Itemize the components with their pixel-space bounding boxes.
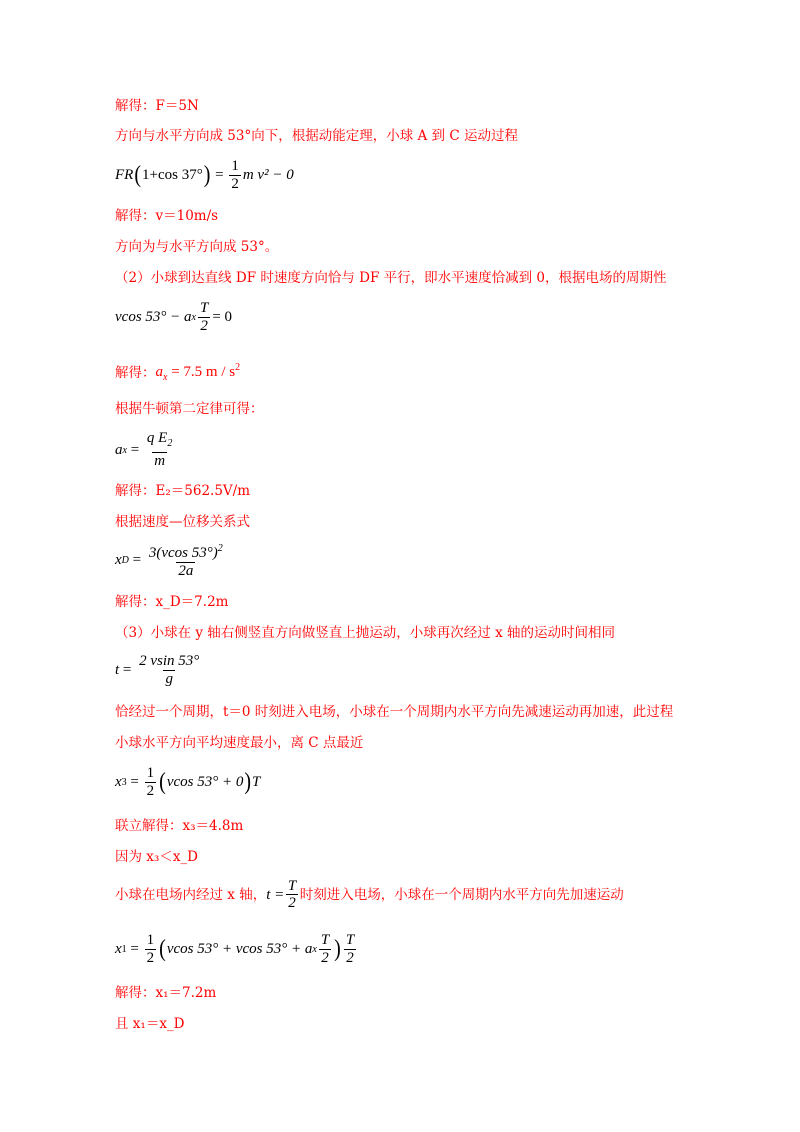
eq3-sup: 2 xyxy=(235,362,241,373)
line-solve-x1: 解得：x₁＝7.2m xyxy=(115,985,217,1001)
eq1-rhs: m v² − 0 xyxy=(242,167,294,183)
eq2-rhs: = 0 xyxy=(212,309,233,325)
eq6-var: t xyxy=(115,662,120,678)
line-min-average: 小球水平方向平均速度最小，离 C 点最近 xyxy=(115,735,364,751)
line-solve-x3: 联立解得：x₃＝4.8m xyxy=(115,818,244,834)
equation-x1: x 1 = $\frac{1}{2}$ ( vcos 53° + vcos 53° + a x $\frac{T}{2}$ ) $\frac{T}{2}$ xyxy=(115,932,355,966)
eq4-sub: x xyxy=(122,444,127,456)
eq7-var: x xyxy=(115,774,122,790)
line-direction-energy: 方向与水平方向成 53°向下，根据动能定理，小球 A 到 C 运动过程 xyxy=(115,128,518,144)
eq4-var: a xyxy=(115,441,123,458)
eq4-num-sub: 2 xyxy=(167,438,173,449)
eq6-den: g xyxy=(165,671,173,687)
eq8-inner: vcos 53° + vcos 53° + a xyxy=(166,941,313,957)
line-newton-second: 根据牛顿第二定律可得： xyxy=(115,401,264,417)
eq6-num: 2 vsin 53° xyxy=(139,653,200,669)
eq1-inner: 1+cos 37° xyxy=(142,167,203,183)
eq7-frac-num: 1 xyxy=(146,765,155,781)
equation-xd: x D = $\frac{3(vcos 53^\circ)^2}{2a}$ xyxy=(115,543,223,579)
line-cross-x-axis xyxy=(115,878,624,911)
eq1-frac-den: 2 xyxy=(231,176,239,192)
line-part3-intro: （3）小球在 y 轴右侧竖直方向做竖直上抛运动，小球再次经过 x 轴的运动时间相同 xyxy=(115,625,615,641)
eq7-tail: T xyxy=(252,774,261,790)
eq2-sub: x xyxy=(191,312,196,323)
eq8-frac-num: 1 xyxy=(146,932,155,948)
eq8-inner-sub: x xyxy=(312,944,317,955)
eq8-tail-den: 2 xyxy=(346,950,354,966)
eq2-frac-den: 2 xyxy=(200,318,208,334)
cross-x-axis-a: 小球在电场内经过 x 轴， xyxy=(115,886,267,903)
line-part2-intro: （2）小球到达直线 DF 时速度方向恰与 DF 平行，即水平速度恰减到 0，根据电场的周期性 xyxy=(115,270,667,286)
line-one-period: 恰经过一个周期，t＝0 时刻进入电场，小球在一个周期内水平方向先减速运动再加速，此过程 xyxy=(115,704,674,720)
inline-frac-den: 2 xyxy=(288,895,296,911)
equation-time: t = $\frac{2 vsin 53^\circ}{g}$ xyxy=(115,653,200,687)
eq3-sub: x xyxy=(163,372,168,383)
eq4-num: q E xyxy=(146,430,168,446)
eq8-inner-frac-num: T xyxy=(320,932,330,948)
eq7-frac-den: 2 xyxy=(146,783,155,799)
line-solve-ax xyxy=(115,360,240,386)
eq8-inner-frac-den: 2 xyxy=(321,950,329,966)
eq8-sub: 1 xyxy=(121,944,127,955)
line-velocity-displacement: 根据速度—位移关系式 xyxy=(115,514,250,530)
eq5-sub: D xyxy=(121,554,129,566)
eq5-var: x xyxy=(115,551,122,568)
eq2-frac-num: T xyxy=(199,300,209,316)
eq2-lhs: vcos 53° − a xyxy=(115,309,192,325)
eq1-lhs: FR xyxy=(115,167,134,183)
inline-t: t = xyxy=(266,886,285,903)
solve-ax-prefix: 解得： xyxy=(115,365,156,381)
equation-x3: x 3 = $\frac{1}{2}$ ( vcos 53° + 0 ) T xyxy=(115,765,261,799)
eq8-tail-num: T xyxy=(345,932,355,948)
line-direction-53: 方向为与水平方向成 53°。 xyxy=(115,239,279,255)
eq3-rhs: = 7.5 m / s xyxy=(171,364,236,380)
equation-horizontal-velocity xyxy=(115,300,232,335)
equation-ax-def: a x = $\frac{q E_2}{m}$ xyxy=(115,430,173,469)
eq7-sub: 3 xyxy=(121,777,127,788)
eq4-den: m xyxy=(154,453,166,469)
line-compare: 因为 x₃＜x_D xyxy=(115,849,199,865)
line-solve-xd: 解得：x_D＝7.2m xyxy=(115,594,229,610)
eq8-frac-den: 2 xyxy=(146,950,155,966)
eq5-num: 3(vcos 53°) xyxy=(148,545,218,561)
eq5-den: 2a xyxy=(178,563,194,579)
line-solve-e2: 解得：E₂＝562.5V/m xyxy=(115,483,251,499)
eq7-inner: vcos 53° + 0 xyxy=(166,774,244,790)
line-solve-v: 解得：v＝10m/s xyxy=(115,208,219,224)
line-x1-equals-xd: 且 x₁＝x_D xyxy=(115,1016,185,1032)
line-solve-f: 解得：F＝5N xyxy=(115,98,199,114)
inline-frac-num: T xyxy=(287,878,297,894)
eq3-var: a xyxy=(155,364,163,380)
eq5-num-sup: 2 xyxy=(217,543,223,554)
equation-energy-theorem: FR ( 1+cos 37° ) = $\frac{1}{2}$ m v² − 0 xyxy=(115,158,294,192)
cross-x-axis-b: 时刻进入电场，小球在一个周期内水平方向先加速运动 xyxy=(299,886,624,903)
eq8-var: x xyxy=(115,941,122,957)
eq1-frac-num: 1 xyxy=(231,158,239,174)
